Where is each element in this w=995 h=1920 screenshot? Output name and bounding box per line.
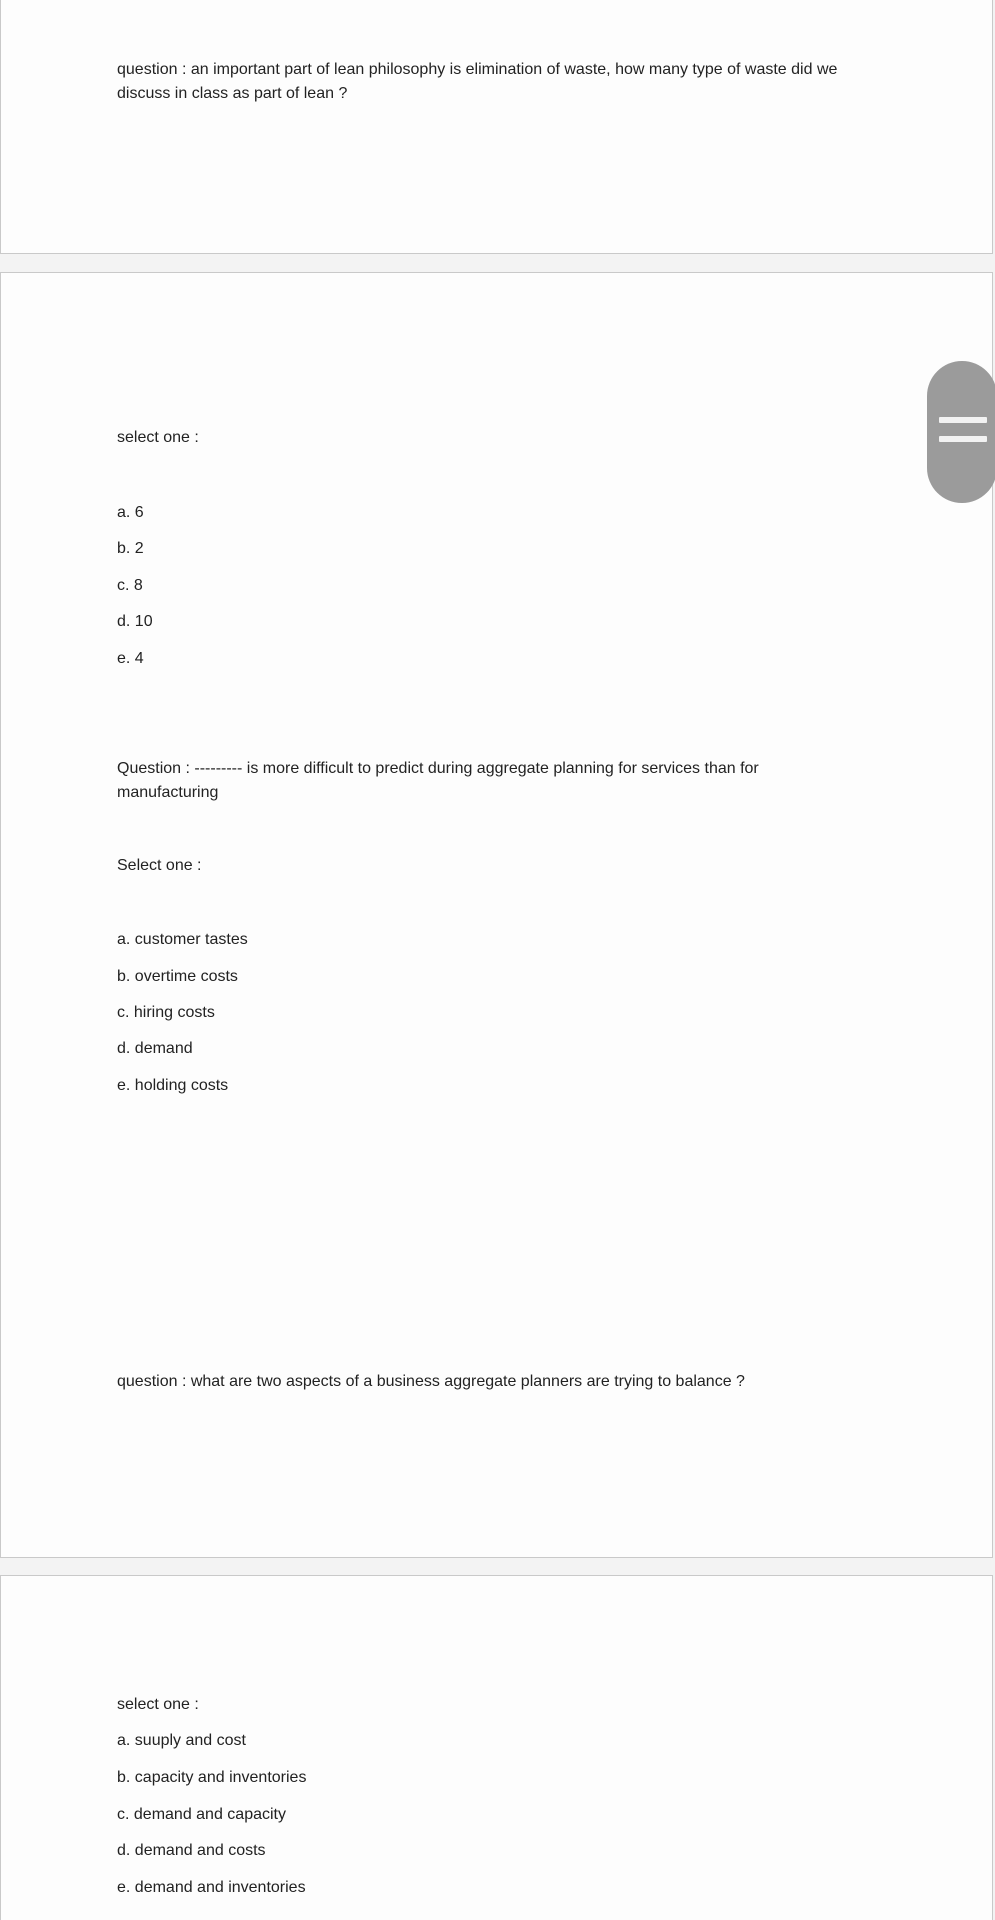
question-3-option-c[interactable]: c. demand and capacity bbox=[117, 1806, 286, 1823]
question-1-option-c[interactable]: c. 8 bbox=[117, 577, 143, 594]
question-1-option-d[interactable]: d. 10 bbox=[117, 613, 153, 630]
document-page-3 bbox=[0, 1575, 993, 1920]
question-3-option-d[interactable]: d. demand and costs bbox=[117, 1842, 266, 1859]
document-page-1 bbox=[0, 0, 993, 254]
question-1-text-line-1: question : an important part of lean philosophy is elimination of waste, how many type of waste did we bbox=[117, 61, 838, 78]
question-2-option-c[interactable]: c. hiring costs bbox=[117, 1004, 215, 1021]
question-3-select-label: select one : bbox=[117, 1696, 199, 1713]
question-3-option-e[interactable]: e. demand and inventories bbox=[117, 1879, 306, 1896]
question-2-select-label: Select one : bbox=[117, 857, 202, 874]
question-1-option-a[interactable]: a. 6 bbox=[117, 504, 144, 521]
document-page-2 bbox=[0, 272, 993, 1558]
question-3-option-a[interactable]: a. suuply and cost bbox=[117, 1732, 246, 1749]
question-1-text-line-2: discuss in class as part of lean ? bbox=[117, 85, 348, 102]
question-2-text-line-2: manufacturing bbox=[117, 784, 219, 801]
drag-handle-icon bbox=[939, 417, 987, 423]
question-2-option-b[interactable]: b. overtime costs bbox=[117, 968, 238, 985]
question-2-option-a[interactable]: a. customer tastes bbox=[117, 931, 248, 948]
question-2-option-d[interactable]: d. demand bbox=[117, 1040, 193, 1057]
scroll-drag-handle[interactable] bbox=[927, 361, 995, 503]
question-1-select-label: select one : bbox=[117, 429, 199, 446]
drag-handle-icon-line bbox=[939, 436, 987, 442]
question-1-option-b[interactable]: b. 2 bbox=[117, 540, 144, 557]
question-2-option-e[interactable]: e. holding costs bbox=[117, 1077, 229, 1094]
question-2-text-line-1: Question : --------- is more difficult to predict during aggregate planning for services than for bbox=[117, 760, 759, 777]
question-3-text: question : what are two aspects of a business aggregate planners are trying to balance ? bbox=[117, 1373, 745, 1390]
question-3-option-b[interactable]: b. capacity and inventories bbox=[117, 1769, 307, 1786]
question-1-option-e[interactable]: e. 4 bbox=[117, 650, 144, 667]
